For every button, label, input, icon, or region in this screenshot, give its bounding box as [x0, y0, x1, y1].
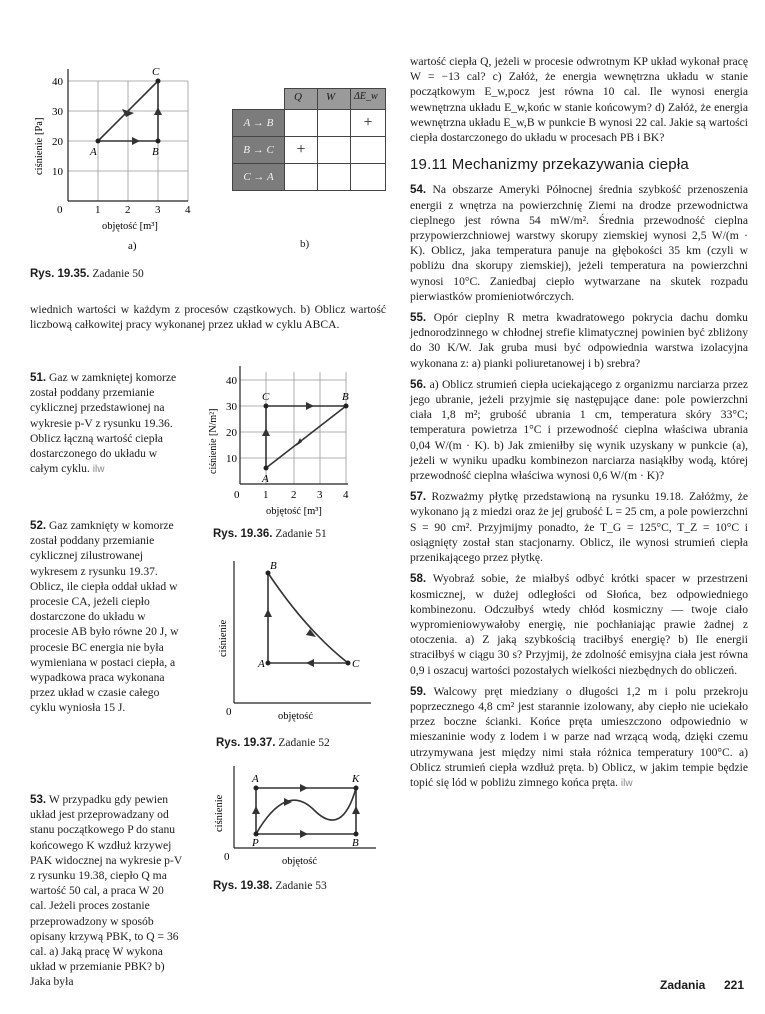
figure-19-37-caption — [216, 737, 330, 749]
caption-text: Zadanie 51 — [275, 528, 327, 540]
caption-text: Zadanie 53 — [275, 880, 327, 892]
exercise-text: Rozważmy płytkę przedstawioną na rysunku 19.18. Załóżmy, że wykonano ją z miedzi oraz że jej grubość L = 25 cm, a pole powierzchni S = 90 cm². Przyjmijmy ponadto, że T_G = 125°C, T_Z = 10°C i osiągnięty został stan stacjonarny. Oblicz, ile wynosi strumień ciepła przenikającego przez płytkę. — [410, 490, 748, 565]
caption-number: Rys. 19.38. — [213, 880, 273, 892]
exercise-text: Gaz w zamkniętej komorze został poddany przemianie cyklicznej przedstawionej na wykresie p-V z rysunku 19.36. Oblicz łączną wartość ciepła dostarczonego do układu w całym cyklu. — [30, 371, 177, 476]
caption-number: Rys. 19.35. — [30, 268, 90, 280]
right-column — [410, 54, 748, 797]
point-k-label: K — [352, 773, 360, 785]
exercise-text: W przypadku gdy pewien układ jest przeprowadzany od stanu początkowego P do stanu końcowego K wzdłuż krzywej PAK widocznej na wykresie p-V z rysunku 19.38, ciepło Q ma wartość 50 cal, a praca W 20 cal. Jeżeli proces zostanie przeprowadzony w sposób opisany krzywą PBK, to Q = 36 cal. a) Jaką pracę W wykona układ w przemianie PBK? b) Jaka była — [30, 793, 182, 989]
xtick: 0 — [234, 489, 240, 501]
figure-19-37 — [196, 555, 386, 735]
exercise-text: Walcowy pręt miedziany o długości 1,2 m i polu przekroju poprzecznego 4,8 cm² jest starannie izolowany, aby ciepło nie uciekało przez boczne ścianki. Końce pręta umieszczono odpowiednio w mieszaninie wody z lodem i w parze nad wrzącą wodą, dzięki czemu utrzymywana jest między nimi stała różnica temperatury 100°C. a) Oblicz strumień ciepła wzdłuż pręta. b) Oblicz, w jakim tempie będzie topić się lód w pobliżu zimnego końca pręta. — [410, 684, 748, 789]
y-axis-label: ciśnienie — [214, 794, 225, 832]
xtick: 1 — [263, 489, 269, 501]
xtick: 3 — [155, 204, 161, 216]
point-a-label: A — [258, 658, 265, 670]
table-row-label: B → C — [232, 136, 285, 164]
origin-label: 0 — [226, 706, 232, 718]
xtick: 1 — [95, 204, 101, 216]
ilw-mark: ilw — [620, 777, 633, 789]
y-axis-label: ciśnienie — [218, 619, 229, 657]
xtick: 3 — [317, 489, 323, 501]
subfigure-a-label: a) — [128, 240, 137, 252]
ytick: 40 — [226, 375, 237, 387]
caption-text: Zadanie 50 — [92, 268, 144, 280]
exercise-number: 54. — [410, 183, 427, 197]
ytick: 40 — [52, 76, 63, 88]
exercise-51 — [30, 370, 182, 483]
point-b-label: B — [270, 560, 277, 572]
xtick: 4 — [343, 489, 349, 501]
table-row-label: A → B — [232, 109, 285, 137]
point-p-label: P — [252, 837, 259, 849]
point-b-label: B — [342, 391, 349, 403]
xtick: 0 — [57, 204, 63, 216]
page-number: 221 — [724, 978, 745, 992]
figure-19-35-caption — [30, 268, 144, 280]
figure-19-38 — [196, 762, 386, 872]
point-c-label: C — [262, 391, 270, 403]
table-row-label: C → A — [232, 163, 285, 191]
point-a-label: A — [252, 773, 259, 785]
table-header-delta-ew: ΔE_w — [354, 91, 378, 102]
caption-number: Rys. 19.37. — [216, 737, 276, 749]
point-b-label: B — [152, 146, 159, 158]
point-b-label: B — [352, 837, 359, 849]
exercise-number: 58. — [410, 572, 427, 586]
exercise-number: 55. — [410, 311, 427, 325]
figure-19-35b-table — [232, 88, 392, 198]
exercise-number: 53. — [30, 793, 47, 806]
exercise-50-continuation: wiednich wartości w każdym z procesów cząstkowych. b) Oblicz wartość liczbową całkowitej pracy wykonanej przez układ w cyklu ABCA. — [30, 303, 386, 332]
point-c-label: C — [152, 66, 160, 78]
section-title: 19.11 Mechanizmy przekazywania ciepła — [410, 156, 689, 174]
subfigure-b-label: b) — [300, 238, 310, 250]
origin-label: 0 — [224, 851, 230, 863]
exercise-text: Gaz zamknięty w komorze został poddany przemianie cyklicznej zilustrowanej wykresem z rysunku 19.37. Oblicz, ile ciepła oddał układ w procesie CA, jeżeli ciepło dostarczone do układu w procesie AB było równe 20 J, w procesie BC energia nie była wymieniana w postaci ciepła, a wypadkowa praca wykonana przez układ w czasie całego cyklu wyniosła 15 J. — [30, 519, 179, 715]
caption-text: Zadanie 52 — [278, 737, 330, 749]
ytick: 20 — [52, 136, 63, 148]
x-axis-label: objętość [m³] — [266, 506, 322, 517]
ilw-mark: ilw — [92, 464, 105, 476]
exercise-number: 52. — [30, 519, 47, 532]
exercise-text: Wyobraź sobie, że miałbyś odbyć krótki spacer w przestrzeni kosmicznej, w dużej odległości od Słońca, bez odpowiedniego kombinezonu. Odczułbyś wtedy chłód kosmiczny — twoje ciało wypromieniowywałoby energię, nie pochłaniając prawie żadnej z otoczenia. a) Z jaką szybkością traciłbyś energię? b) Ile energii straciłbyś w ciągu 30 s? Przyjmij, że zdolność emisyjna ciała jest równa 0,9 i oszacuj wartości pozostałych wielkości niezbędnych do obliczeń. — [410, 572, 748, 677]
exercise-text: Na obszarze Ameryki Północnej średnia szybkość przenoszenia energii z wnętrza na powierzchnię Ziemi na drodze przewodnictwa cieplnego jest równa 54 mW/m². Średnia przewodność cieplna przypowierzchniowej warstwy skorupy ziemskiej wynosi 2,5 W/(m · K). Oblicz, jaka temperatura panuje na głębokości 35 km (czyli w pobliżu dna skorupy ziemskiej), jeżeli temperatura na powierzchni wynosi 10°C. Zaniedbaj ciepło wytwarzane na skutek rozpadu pierwiastków promieniotwórczych. — [410, 183, 748, 303]
exercise-text: Opór cieplny R metra kwadratowego pokrycia dachu domku jednorodzinnego w chłodnej strefie klimatycznej powinien być zbliżony do 30 K/W. Jak gruba musi być odpowiednia warstwa izolacyjna wykonana z: a) pianki poliuretanowej i b) srebra? — [410, 311, 748, 370]
exercise-52 — [30, 518, 182, 722]
figure-19-38-caption — [213, 880, 327, 892]
figure-19-36-caption — [213, 528, 327, 540]
ytick: 10 — [226, 453, 237, 465]
caption-number: Rys. 19.36. — [213, 528, 273, 540]
point-c-label: C — [352, 658, 360, 670]
xtick: 2 — [291, 489, 297, 501]
xtick: 2 — [125, 204, 131, 216]
table-cell-plus: + — [350, 109, 386, 137]
point-a-label: A — [90, 146, 97, 158]
exercise-number: 56. — [410, 377, 427, 391]
exercise-text: a) Oblicz strumień ciepła uciekającego z organizmu narciarza przez jego ubranie, jeżeli przyjmie się następujące dane: pole powierzchni ciała 1,8 m²; grubość ubrania 1 cm, temperatura skóry 33°C; temperatura powietrza 1°C i przewodność cieplna właściwa ubrania 0,04 W/(m · K). b) Jak zmieniłby się wynik uzyskany w punkcie (a), jeżeli w wyniku upadku kombinezon narciarza nasiąkłby wodą, której przewodność cieplna właściwa wynosi 0,6 W/(m · K)? — [410, 377, 748, 483]
ytick: 30 — [226, 401, 237, 413]
ytick: 30 — [52, 106, 63, 118]
y-axis-label: ciśnienie [N/m²] — [208, 408, 219, 474]
exercise-number: 51. — [30, 371, 47, 384]
exercise-53-continuation: wartość ciepła Q, jeżeli w procesie odwrotnym KP układ wykonał pracę W = −13 cal? c) Załóż, że energia wewnętrzna układu w stanie początkowym E_w,pocz jest równa 10 cal. Ile wynosi energia wewnętrzna układu E_w,końc w stanie końcowym? d) Załóż, że energia wewnętrzna układu E_w,B w punkcie B wynosi 22 cal. Jakie są wartości ciepła dostarczonego do układu w procesach PB i BK? — [410, 55, 748, 145]
table-header-w: W — [326, 91, 336, 103]
ytick: 20 — [226, 427, 237, 439]
left-column-top — [30, 302, 386, 338]
exercise-number: 59. — [410, 684, 427, 698]
x-axis-label: objętość — [282, 856, 317, 867]
xtick: 4 — [185, 204, 191, 216]
y-axis-label: ciśnienie [Pa] — [34, 117, 45, 175]
ytick: 10 — [52, 166, 63, 178]
figure-19-36 — [196, 358, 386, 538]
exercise-number: 57. — [410, 490, 427, 504]
x-axis-label: objętość — [278, 711, 313, 722]
table-cell-plus: + — [284, 136, 318, 164]
x-axis-label: objętość [m³] — [102, 221, 158, 232]
point-a-label: A — [262, 473, 269, 485]
running-footer-label: Zadania — [660, 978, 706, 992]
table-header-q: Q — [294, 91, 302, 103]
